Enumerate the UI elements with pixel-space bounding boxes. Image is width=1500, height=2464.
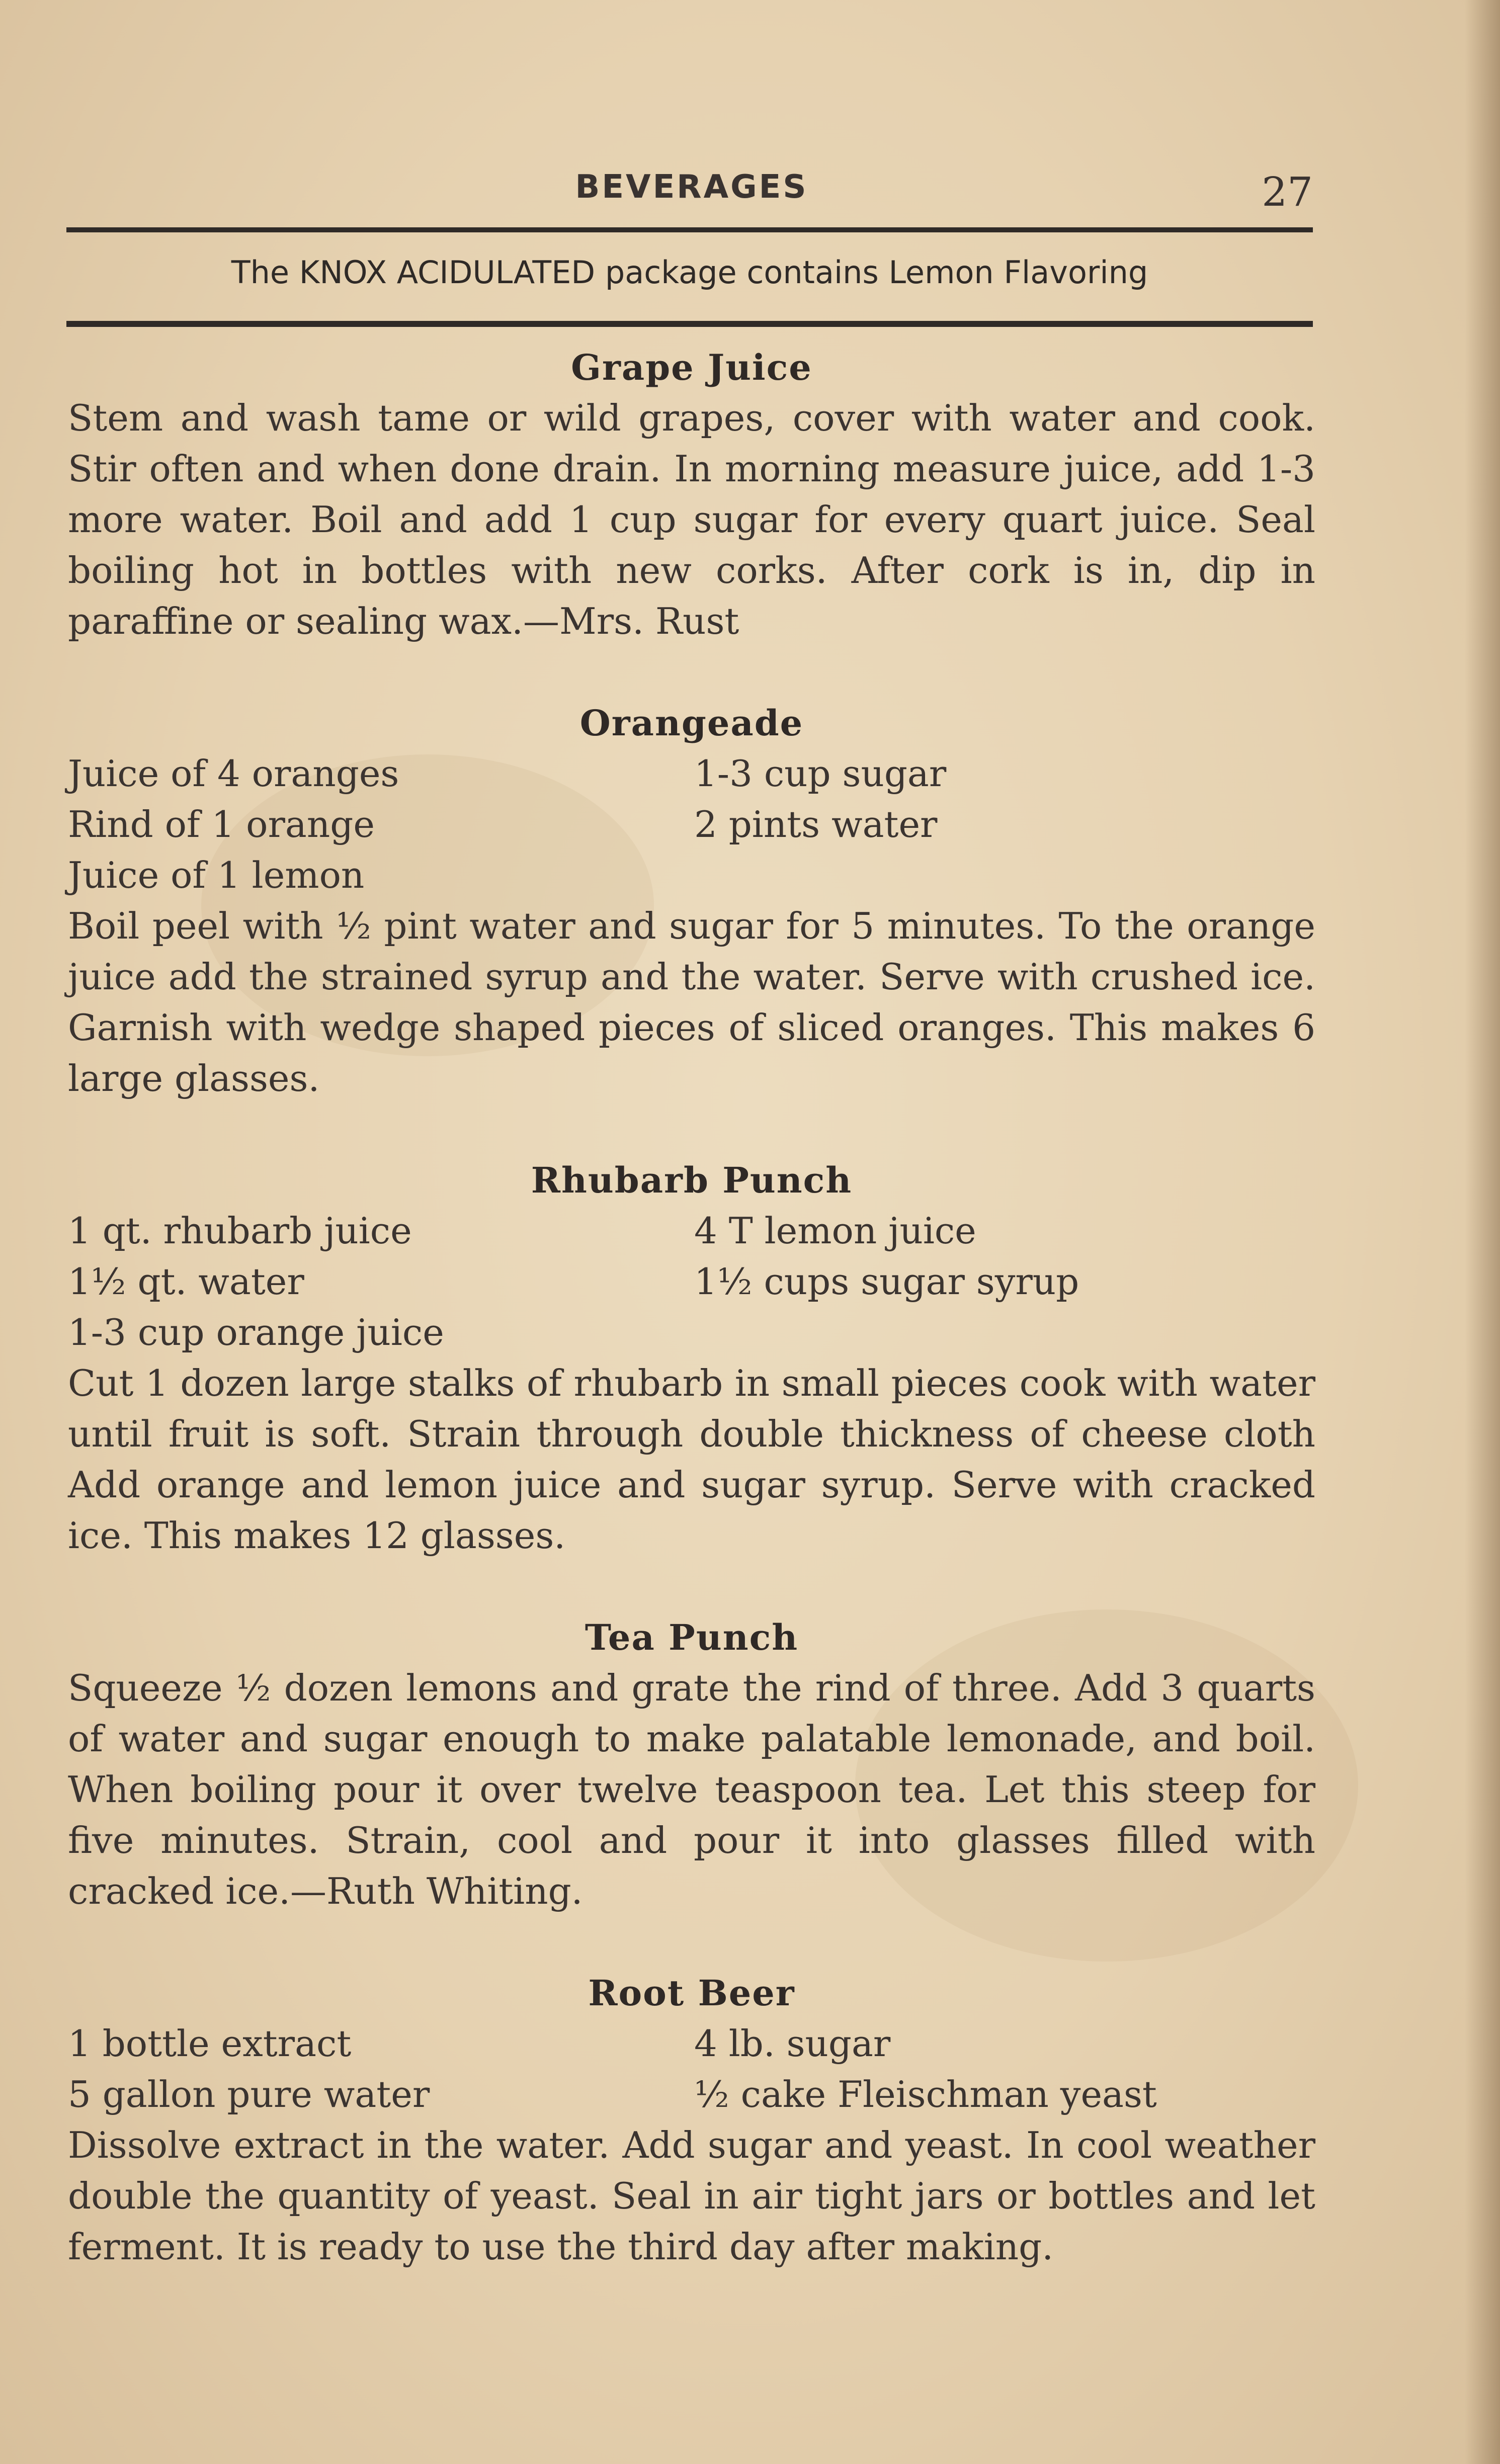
ingredient: 1 qt. rhubarb juice: [68, 1210, 412, 1252]
package-notice: The KNOX ACIDULATED package contains Lemon Flavoring: [231, 254, 1148, 291]
recipe-title: Root Beer: [588, 1972, 795, 2014]
recipe-root-beer: [68, 1968, 1315, 2272]
ingredient: 4 lb. sugar: [694, 2022, 891, 2065]
ingredient: 1½ cups sugar syrup: [694, 1260, 1079, 1303]
header-rule-top: [66, 227, 1313, 232]
ingredient: 1-3 cup orange juice: [68, 1311, 444, 1353]
spacer: [68, 647, 1315, 698]
ingredient: 1 bottle extract: [68, 2022, 352, 2065]
ingredient-list: [68, 1206, 1315, 1358]
recipe-grape-juice: [68, 342, 1315, 647]
recipe-body: Squeeze ½ dozen lemons and grate the rind of three. Add 3 quarts of water and sugar enough to make palatable lemonade, and boil. When boiling pour it over twelve teaspoon tea. Let this steep for five minutes. Strain, cool and pour it into glasses filled with cracked ice.—Ruth Whiting.: [68, 1667, 1315, 1912]
spacer: [68, 1561, 1315, 1612]
spacer: [68, 1104, 1315, 1155]
page-header: [70, 168, 1313, 224]
header-rule-bottom: [66, 321, 1313, 327]
recipe-title: Grape Juice: [571, 347, 812, 388]
ingredient: [694, 1307, 1315, 1358]
recipe-body: Cut 1 dozen large stalks of rhubarb in small pieces cook with water until fruit is soft. Strain through double thickness of cheese cloth Add orange and lemon juice and sugar syrup. Serve with cracked ice. This makes 12 glasses.: [68, 1362, 1315, 1557]
section-title: BEVERAGES: [575, 168, 808, 206]
ingredient: [694, 850, 1315, 901]
ingredient: Rind of 1 orange: [68, 803, 375, 845]
recipe-content: [68, 342, 1315, 2272]
recipe-orangeade: [68, 698, 1315, 1104]
page-number: 27: [1262, 168, 1313, 215]
ingredient: 1-3 cup sugar: [694, 752, 947, 795]
ingredient: 2 pints water: [694, 803, 938, 845]
recipe-title: Tea Punch: [585, 1617, 799, 1658]
ingredient: Juice of 4 oranges: [68, 752, 399, 795]
recipe-body: Stem and wash tame or wild grapes, cover with water and cook. Stir often and when done drain. In morning measure juice, add 1-3 more water. Boil and add 1 cup sugar for every quart juice. Seal boiling hot in bottles with new corks. After cork is in, dip in paraffine or sealing wax.—Mrs. Rust: [68, 397, 1315, 642]
ingredient: 4 T lemon juice: [694, 1210, 976, 1252]
ingredient: 1½ qt. water: [68, 1260, 304, 1303]
ingredient-list: [68, 2018, 1315, 2120]
ingredient: ½ cake Fleischman yeast: [694, 2073, 1157, 2115]
recipe-title: Rhubarb Punch: [531, 1159, 853, 1201]
ingredient: Juice of 1 lemon: [68, 854, 365, 896]
recipe-title: Orangeade: [579, 702, 804, 744]
recipe-body: Dissolve extract in the water. Add sugar and yeast. In cool weather double the quantity of yeast. Seal in air tight jars or bottles and let ferment. It is ready to use the third day after making.: [68, 2124, 1315, 2268]
recipe-rhubarb-punch: [68, 1155, 1315, 1561]
ingredient-list: [68, 748, 1315, 901]
ingredient: 5 gallon pure water: [68, 2073, 430, 2115]
recipe-tea-punch: [68, 1612, 1315, 1917]
spacer: [68, 1917, 1315, 1968]
recipe-body: Boil peel with ½ pint water and sugar for 5 minutes. To the orange juice add the strained syrup and the water. Serve with crushed ice. Garnish with wedge shaped pieces of sliced oranges. This makes 6 large glasses.: [68, 905, 1315, 1099]
